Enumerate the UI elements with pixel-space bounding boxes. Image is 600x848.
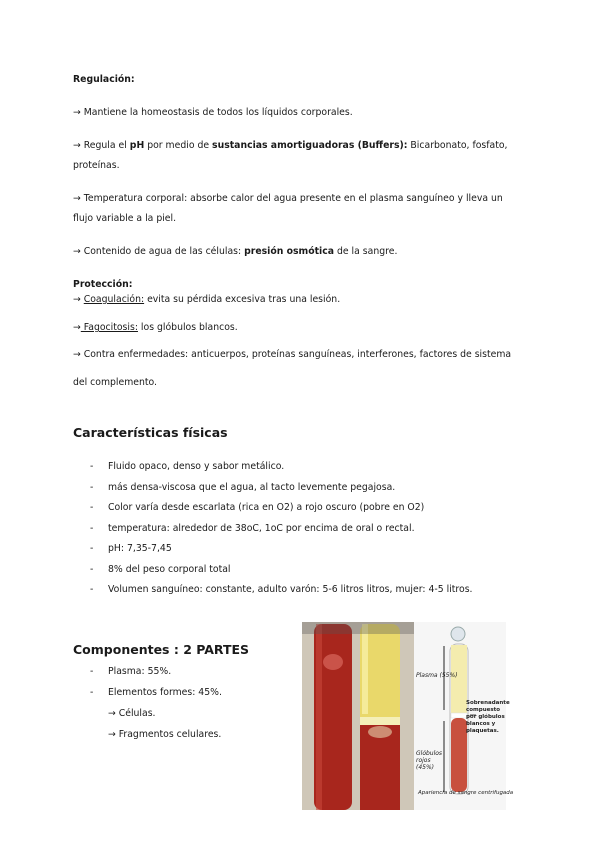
componentes-heading: Componentes : 2 PARTES [73,642,250,657]
list-item-text: Elementos formes: 45%. [108,687,222,698]
blood-centrifuge-figure [302,622,514,810]
figure-label-plasma: Plasma (55%) [416,672,458,679]
list-item-text: Volumen sanguíneo: constante, adulto varón: 5-6 litros litros, mujer: 4-5 litros. [108,584,473,595]
caracteristicas-heading: Características físicas [73,425,228,440]
regulacion-p1: → Mantiene la homeostasis de todos los líquidos corporales. [73,107,353,118]
proteccion-p2 [73,321,238,334]
bullet-dash: - [90,482,94,493]
regulacion-p4 [73,245,397,258]
figure-label-rbc: Glóbulos rojos (45%) [416,750,443,771]
test-tubes-photo [302,622,414,810]
bullet-dash: - [90,523,94,534]
bullet-dash: - [90,461,94,472]
underlined-fagocitosis: Fagocitosis: [80,322,138,333]
bullet-dash: - [90,502,94,513]
list-item [90,584,473,595]
bold-buffers: sustancias amortiguadoras (Buffers): [212,140,408,151]
list-item-text: más densa-viscosa que el agua, al tacto levemente pegajosa. [108,482,396,493]
bullet-dash: - [90,687,94,698]
bullet-dash: - [90,564,94,575]
bullet-dash: - [90,666,94,677]
list-item-text: 8% del peso corporal total [108,564,231,575]
text-run: → [73,322,81,333]
sub-item-celulas: → Células. [108,708,156,719]
regulacion-p2-cont: proteínas. [73,160,120,171]
text-run: → [73,294,84,305]
list-item [90,482,395,493]
text-run: evita su pérdida excesiva tras una lesión. [144,294,341,305]
regulacion-p2 [73,139,508,152]
list-item-text: pH: 7,35-7,45 [108,543,172,554]
list-item-text: Color varía desde escarlata (rica en O2) a rojo oscuro (pobre en O2) [108,502,425,513]
proteccion-p3-cont: del complemento. [73,377,158,388]
list-item [90,666,171,677]
sub-item-fragmentos: → Fragmentos celulares. [108,729,222,740]
proteccion-p3: → Contra enfermedades: anticuerpos, proteínas sanguíneas, interferones, factores de sistema [73,349,512,360]
text-run: por medio de [144,140,213,151]
underlined-coagulacion: Coagulación: [83,294,145,305]
list-item [90,687,222,698]
regulacion-p3: → Temperatura corporal: absorbe calor del agua presente en el plasma sanguíneo y lleva un [73,193,503,204]
figure-label-buffy: Sobrenadante compuesto por glóbulos blancos y plaquetas. [466,700,510,734]
proteccion-p1 [73,293,340,306]
list-item [90,564,231,575]
list-item [90,543,172,554]
list-item-text: Plasma: 55%. [108,666,172,677]
text-run: → Contenido de agua de las células: [73,246,245,257]
proteccion-heading: Protección: [73,279,133,290]
text-run: de la sangre. [334,246,398,257]
list-item [90,461,284,472]
list-item-text: Fluido opaco, denso y sabor metálico. [108,461,285,472]
bold-ph: pH [129,140,145,151]
bold-osmotica: presión osmótica [244,246,335,257]
list-item-text: temperatura: alrededor de 38oC, 1oC por encima de oral o rectal. [108,523,415,534]
figure-caption: Apariencia de sangre centrifugada [418,790,514,796]
bullet-dash: - [90,584,94,595]
list-item [90,502,424,513]
list-item [90,523,415,534]
text-run: → Regula el [73,140,130,151]
text-run: Bicarbonato, fosfato, [407,140,508,151]
regulacion-p3-cont: flujo variable a la piel. [73,213,177,224]
text-run: los glóbulos blancos. [137,322,238,333]
regulacion-heading: Regulación: [73,74,135,85]
bullet-dash: - [90,543,94,554]
